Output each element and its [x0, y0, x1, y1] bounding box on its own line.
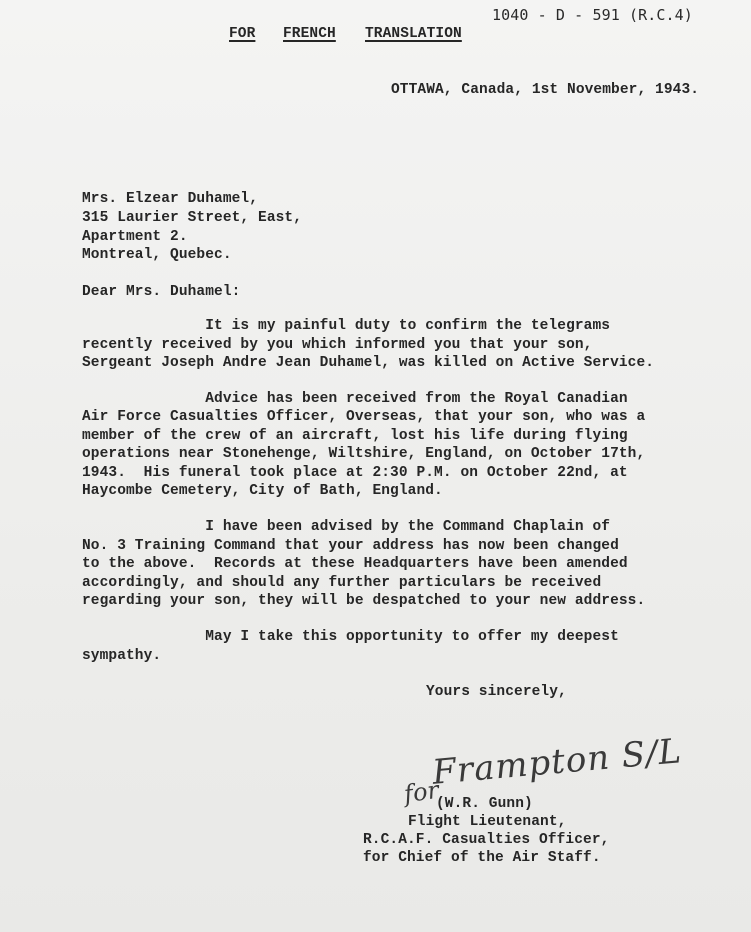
header-word-for: FOR: [229, 26, 256, 42]
header-word-french: FRENCH: [283, 26, 336, 42]
paragraph-line: accordingly, and should any further particulars be received: [82, 575, 602, 591]
paragraph-line: regarding your son, they will be despatched to your new address.: [82, 593, 646, 609]
dateline: OTTAWA, Canada, 1st November, 1943.: [391, 82, 700, 98]
address-line: Apartment 2.: [82, 229, 188, 245]
header-word-translation: TRANSLATION: [365, 26, 462, 42]
address-line: Montreal, Quebec.: [82, 247, 232, 263]
address-line: Mrs. Elzear Duhamel,: [82, 191, 259, 207]
paragraph-line: Sergeant Joseph Andre Jean Duhamel, was killed on Active Service.: [82, 355, 655, 371]
address-line: 315 Laurier Street, East,: [82, 210, 303, 226]
signatory-title: R.C.A.F. Casualties Officer,: [363, 832, 610, 848]
reference-number: 1040 - D - 591 (R.C.4): [492, 6, 693, 24]
handwritten-signature-prefix: for: [402, 775, 441, 809]
paragraph-line: It is my painful duty to confirm the telegrams: [82, 318, 611, 334]
paragraph-line: sympathy.: [82, 648, 162, 664]
paragraph-line: member of the crew of an aircraft, lost his life during flying: [82, 428, 628, 444]
closing: Yours sincerely,: [426, 684, 567, 700]
paragraph-line: Haycombe Cemetery, City of Bath, England.: [82, 483, 443, 499]
handwritten-signature: Frampton S/L: [430, 731, 684, 793]
paragraph-line: May I take this opportunity to offer my deepest: [82, 629, 619, 645]
paragraph-line: operations near Stonehenge, Wiltshire, England, on October 17th,: [82, 446, 646, 462]
paragraph-line: recently received by you which informed you that your son,: [82, 337, 593, 353]
paragraph-line: 1943. His funeral took place at 2:30 P.M. on October 22nd, at: [82, 465, 628, 481]
typed-name: (W.R. Gunn): [436, 796, 533, 812]
paragraph-line: Advice has been received from the Royal Canadian: [82, 391, 628, 407]
salutation: Dear Mrs. Duhamel:: [82, 284, 241, 300]
signatory-title: Flight Lieutenant,: [408, 814, 567, 830]
paragraph-line: No. 3 Training Command that your address has now been changed: [82, 538, 619, 554]
paragraph-line: I have been advised by the Command Chaplain of: [82, 519, 611, 535]
signatory-title: for Chief of the Air Staff.: [363, 850, 601, 866]
paragraph-line: Air Force Casualties Officer, Overseas, that your son, who was a: [82, 409, 646, 425]
paragraph-line: to the above. Records at these Headquarters have been amended: [82, 556, 628, 572]
